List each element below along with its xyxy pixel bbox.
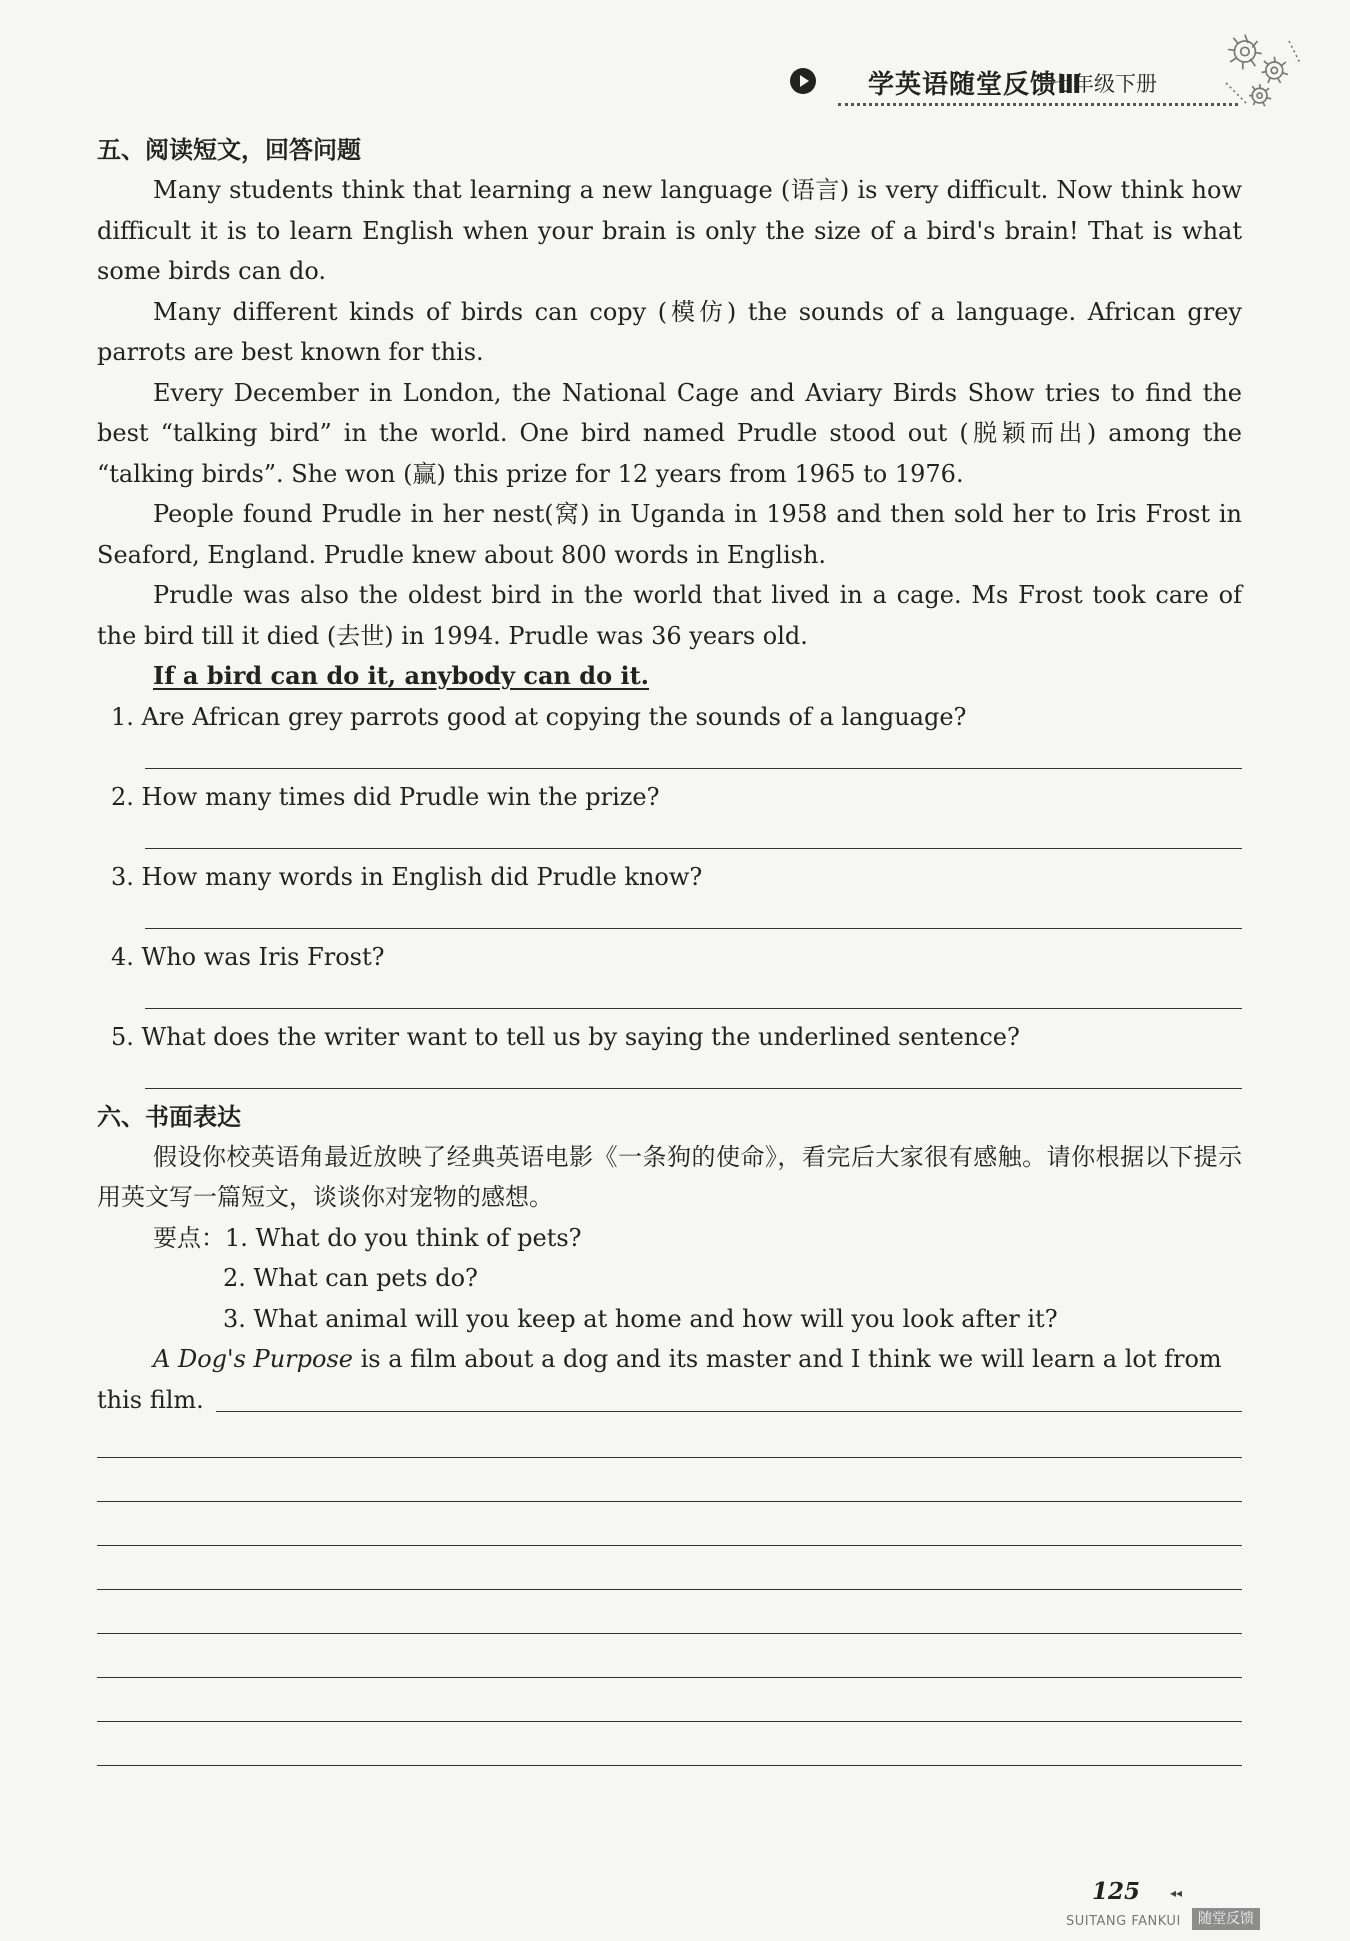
page-content (97, 130, 1242, 1772)
intro-text: is a film about a dog and its master and I think we will learn a lot from (352, 1345, 1222, 1373)
film-title: A Dog's Purpose (153, 1345, 353, 1373)
question-3: 3. How many words in English did Prudle know? (111, 862, 703, 891)
question-4: 4. Who was Iris Frost? (111, 942, 385, 971)
page-header (0, 0, 1350, 120)
play-icon (790, 68, 816, 94)
writing-line-3[interactable] (97, 1508, 1242, 1552)
intro-last-text: this film. (97, 1385, 204, 1414)
answer-line-2[interactable] (145, 817, 1242, 857)
section5-title: 五、阅读短文，回答问题 (97, 136, 361, 164)
answer-line-1[interactable] (145, 737, 1242, 777)
page-number: 125 (1092, 1878, 1141, 1905)
question-5: 5. What does the writer want to tell us by saying the underlined sentence? (111, 1022, 1020, 1051)
underlined-sentence: If a bird can do it, anybody can do it. (153, 661, 650, 690)
writing-point-1 (153, 1218, 1242, 1259)
writing-first-line[interactable] (97, 1380, 1242, 1420)
passage-paragraph-3: Every December in London, the National Cage and Aviary Birds Show tries to find the best “talking bird” in the world. One bird named Prudle stood out (脱颖而出) among the “talking birds”. She won (赢) this prize for 12 years from 1965 to 1976. (97, 378, 1242, 488)
writing-point-2: 2. What can pets do? (223, 1264, 478, 1292)
writing-line-7[interactable] (97, 1684, 1242, 1728)
section6-title: 六、书面表达 (97, 1102, 241, 1131)
writing-intro (97, 1339, 1242, 1380)
writing-line-4[interactable] (97, 1552, 1242, 1596)
flower-decoration-icon (1205, 20, 1310, 125)
footer-tag: 随堂反馈 (1192, 1908, 1260, 1930)
footer-brand: SUITANG FANKUI (1066, 1914, 1181, 1929)
writing-line-0[interactable] (216, 1411, 1242, 1412)
writing-line-5[interactable] (97, 1596, 1242, 1640)
point-1-text: 1. What do you think of pets? (225, 1223, 582, 1252)
answer-line-3[interactable] (145, 897, 1242, 937)
answer-line-5[interactable] (145, 1057, 1242, 1097)
question-2: 2. How many times did Prudle win the prize? (111, 782, 660, 811)
passage-paragraph-4: People found Prudle in her nest(窝) in Uganda in 1958 and then sold her to Iris Frost in Seaford, England. Prudle knew about 800 words in English. (97, 500, 1242, 569)
writing-prompt: 假设你校英语角最近放映了经典英语电影《一条狗的使命》，看完后大家很有感触。请你根据以下提示用英文写一篇短文，谈谈你对宠物的感想。 (97, 1142, 1242, 1211)
points-label: 要点： (153, 1223, 225, 1252)
writing-line-8[interactable] (97, 1728, 1242, 1772)
double-arrow-left-icon: ◂◂ (1170, 1886, 1183, 1900)
writing-point-3: 3. What animal will you keep at home and how will you look after it? (223, 1304, 1058, 1333)
writing-line-6[interactable] (97, 1640, 1242, 1684)
book-title: 学英语随堂反馈Ⅲ (868, 70, 1083, 100)
answer-line-4[interactable] (145, 977, 1242, 1017)
passage-paragraph-1: Many students think that learning a new language (语言) is very difficult. Now think how difficult it is to learn English when your brain is only the size of a bird's brain! That is what some birds can do. (97, 176, 1242, 285)
book-grade: 七年级下册 (1052, 72, 1157, 96)
writing-line-1[interactable] (97, 1420, 1242, 1464)
passage-paragraph-2: Many different kinds of birds can copy (模仿) the sounds of a language. African grey parrots are best known for this. (97, 297, 1242, 366)
header-divider (838, 103, 1238, 106)
question-1: 1. Are African grey parrots good at copying the sounds of a language? (111, 702, 967, 731)
writing-line-2[interactable] (97, 1464, 1242, 1508)
passage-paragraph-5: Prudle was also the oldest bird in the world that lived in a cage. Ms Frost took care of the bird till it died (去世) in 1994. Prudle was 36 years old. (97, 581, 1242, 650)
